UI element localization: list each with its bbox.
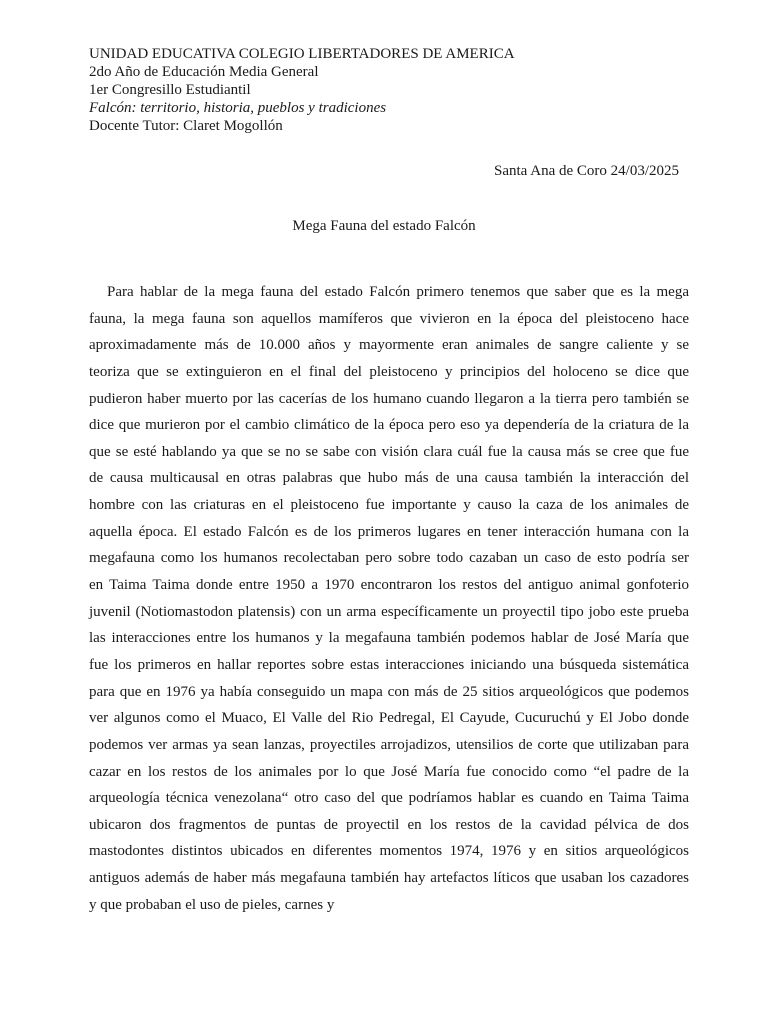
document-header [89,45,689,135]
paragraph-line: en Taima Taima donde entre 1950 a 1970 encontraron los restos del antiguo animal gonfoterio [89,577,689,594]
paragraph-line: aquella época. El estado Falcón es de los primeros lugares en tener interacción humana con la [89,523,689,540]
paragraph-line: ubicaron dos fragmentos de puntas de proyectil en los restos de la cavidad pélvica de dos [89,816,689,833]
paragraph-line: de causa multicausal en otras palabras que hubo más de una causa también la interacción del [89,470,689,487]
document-title: Mega Fauna del estado Falcón [292,218,476,234]
paragraph-line: arqueología técnica venezolana“ otro caso del que podríamos hablar es cuando en Taima Taima [89,790,689,807]
paragraph-line: dice que murieron por el cambio climático de la época pero eso ya dependería de la criatura de la [89,417,689,434]
tutor-name: Docente Tutor: Claret Mogollón [89,118,283,134]
event-theme: Falcón: territorio, historia, pueblos y tradiciones [89,100,387,116]
paragraph-line: para que en 1976 ya había conseguido un mapa con más de 25 sitios arqueológicos que podemos [89,683,689,700]
paragraph-line: antiguos además de haber más megafauna también hay artefactos líticos que usaban los cazadores [89,870,689,887]
paragraph-line: hombre con las criaturas en el pleistoceno fue importante y causo la caza de los animales de [89,497,689,514]
event-name: 1er Congresillo Estudiantil [89,82,251,98]
paragraph-line: podemos ver armas ya sean lanzas, proyectiles arrojadizos, utensilios de corte que utilizaban para [89,736,689,753]
paragraph-line: fue los primeros en hallar reportes sobre estas interacciones iniciando una búsqueda sistemática [89,656,689,673]
paragraph-line: cazar en los restos de los animales por lo que José María fue conocido como “el padre de la [89,763,689,780]
paragraph-line: ver algunos como el Muaco, El Valle del Rio Pedregal, El Cayude, Cucuruchú y El Jobo donde [89,710,689,727]
paragraph-line: Para hablar de la mega fauna del estado Falcón primero tenemos que saber que es la mega [107,284,689,300]
paragraph-line: aproximadamente más de 10.000 años y mayormente eran animales de sangre caliente y se [89,337,689,354]
paragraph-line: que se esté hablando ya que se no se sabe con visión clara cuál fue la causa más se cree que fue [89,443,689,460]
school-name: UNIDAD EDUCATIVA COLEGIO LIBERTADORES DE AMERICA [89,46,515,62]
paragraph-line: fauna, la mega fauna son aquellos mamíferos que vivieron en la época del pleistoceno hace [89,310,689,327]
paragraph-line: y que probaban el uso de pieles, carnes y [89,896,335,913]
paragraph-line: pudieron haber muerto por las cacerías de los humano cuando llegaron a la tierra pero también se [89,390,689,407]
place-date: Santa Ana de Coro 24/03/2025 [494,163,679,179]
paragraph-line: las interacciones entre los humanos y la megafauna también podemos hablar de José María que [89,630,689,647]
body-paragraph [89,279,689,918]
paragraph-line: teoriza que se extinguieron en el final del pleistoceno y principios del holoceno se dice que [89,363,689,380]
paragraph-line: juvenil (Notiomastodon platensis) con un arma específicamente un proyectil tipo jobo este prueba [89,603,689,620]
paragraph-line: mastodontes distintos ubicados en diferentes momentos 1974, 1976 y en sitios arqueológicos [89,843,689,860]
paragraph-line: megafauna como los humanos recolectaban pero sobre todo cazaban un caso de esto podría ser [89,550,689,567]
grade-level: 2do Año de Educación Media General [89,64,319,80]
